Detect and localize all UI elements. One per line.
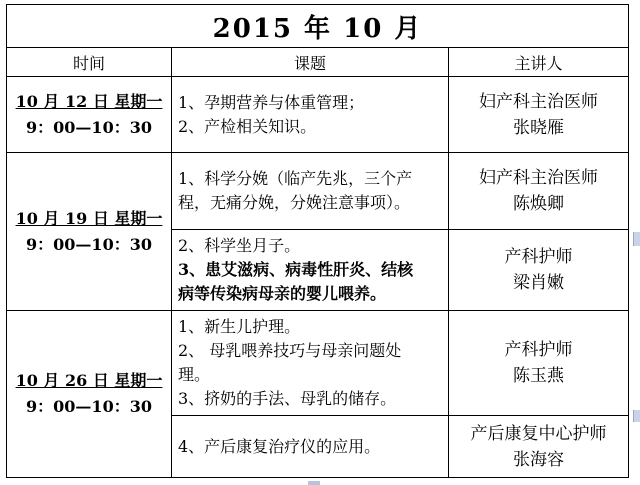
header-row (7, 48, 629, 77)
topic-line: 1、科学分娩（临产先兆，三个产 (178, 169, 413, 188)
session-date-cell (7, 311, 172, 478)
session-time: 9：00—10：30 (26, 397, 152, 416)
session-date-cell (7, 77, 172, 153)
speaker-title: 妇产科主治医师 (479, 91, 598, 112)
speaker-cell (449, 311, 629, 416)
topic-line: 1、新生儿护理。 (178, 317, 301, 336)
speaker-title: 产科护师 (504, 247, 573, 267)
topic-line: 3、患艾滋病、病毒性肝炎、结核 (178, 260, 414, 279)
table-row (7, 311, 629, 416)
header-topic: 课题 (172, 48, 449, 77)
topic-line: 病等传染病母亲的婴儿喂养。 (178, 284, 387, 303)
topic-line: 理。 (178, 365, 211, 384)
speaker-name: 张海容 (513, 449, 564, 470)
session-date: 10 月 26 日 星期一 (15, 371, 163, 390)
scroll-marker (633, 410, 640, 422)
session-time: 9：00—10：30 (26, 117, 152, 137)
page-title (7, 5, 629, 48)
table-row (7, 153, 629, 230)
session-date: 10 月 19 日 星期一 (15, 208, 163, 228)
topic-cell (172, 230, 449, 311)
topic-cell (172, 311, 449, 416)
session-time: 9：00—10：30 (26, 234, 152, 254)
scroll-marker (633, 232, 640, 246)
speaker-title: 产后康复中心护师 (470, 423, 607, 444)
page-edge-marker (308, 481, 320, 485)
speaker-name: 陈玉燕 (513, 366, 564, 386)
session-date: 10 月 12 日 星期一 (15, 91, 163, 111)
speaker-cell (449, 416, 629, 478)
speaker-cell (449, 77, 629, 153)
topic-line: 2、产检相关知识。 (178, 116, 317, 136)
topic-line: 4、产后康复治疗仪的应用。 (178, 436, 381, 456)
session-date-cell (7, 153, 172, 311)
topic-line: 3、挤奶的手法、母乳的储存。 (178, 389, 397, 408)
speaker-title: 妇产科主治医师 (479, 168, 598, 188)
table-row (7, 77, 629, 153)
page-title-text: 2015 年 10 月 (212, 13, 423, 44)
speaker-name: 张晓雁 (513, 117, 564, 138)
topic-cell (172, 77, 449, 153)
topic-line: 程，无痛分娩，分娩注意事项）。 (178, 193, 411, 212)
speaker-cell (449, 230, 629, 311)
topic-line: 2、 母乳喂养技巧与母亲问题处 (178, 341, 402, 360)
topic-line: 2、科学坐月子。 (178, 236, 301, 255)
speaker-name: 陈焕卿 (513, 194, 564, 214)
schedule-table (6, 4, 629, 478)
speaker-name: 梁肖嫩 (513, 273, 564, 293)
speaker-title: 产科护师 (504, 340, 573, 360)
topic-cell (172, 153, 449, 230)
header-speaker: 主讲人 (449, 48, 629, 77)
title-row (7, 5, 629, 48)
speaker-cell (449, 153, 629, 230)
topic-cell (172, 416, 449, 478)
header-time: 时间 (7, 48, 172, 77)
topic-line: 1、孕期营养与体重管理； (178, 92, 365, 112)
